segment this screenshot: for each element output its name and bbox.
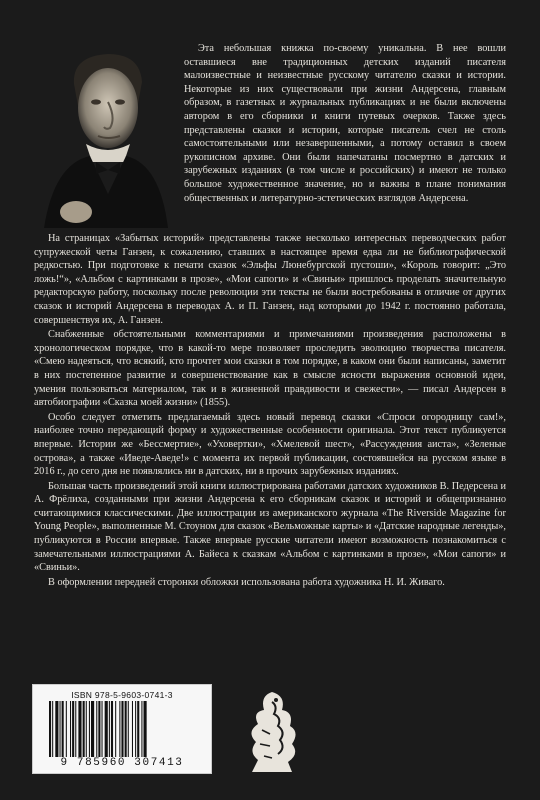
barcode-bar [137, 701, 139, 757]
barcode-bar [102, 701, 103, 757]
barcode-bar [55, 701, 58, 757]
barcode-bar [70, 701, 71, 757]
intro-paragraph: Эта небольшая книжка по-своему уникальна. В нее вошли оставшиеся вне традиционных детских изданий писателя малоизвестные и неизвестные русскому читателю сказки и истории. Некоторые из них существовали при жизни Андерсена, главным образом, в газетных и журнальных публикациях и не были включены автором в его сборники и книги путевых очерков. Также здесь представлены сказки и истории, которые писатель счел не столь самостоятельными или незавершенными, а потому оставил в своем рукописном архиве. Они были напечатаны посмертно в датских и зарубежных изданиях (в том числе и российских) и имеют не только большое художественное значение, но и важны в плане понимания общественных и литературно-эстетических взглядов Андерсена. [184, 43, 506, 204]
isbn-text: ISBN 978-5-9603-0741-3 [71, 690, 173, 700]
barcode-bar [78, 701, 81, 757]
barcode-bar [96, 701, 97, 757]
paragraph: Особо следует отметить предлагаемый здесь новый перевод сказки «Спроси огородницу сам!», наиболее точно передающий форму и художественные особенности оригинала. Этот текст публикуется впервые. Истории же «Бессмертие», «Уховертки», «Хмелевой шест», «Рассуждения аиста», «Зеленые острова», а также «Иведе-Аведе!» с момента их первой публикации, состоявшейся на русском языке в 2016 г., до сего дня не появлялись ни в датских, ни в прочих зарубежных изданиях. [34, 411, 506, 478]
paragraph: Большая часть произведений этой книги иллюстрирована работами датских художников В. Педерсена и А. Фрёлиха, созданными при жизни Андерсена к его сборникам сказок и историй и общепризнанно считающимися классическими. Две иллюстрации из американского журнала «The Riverside Magazine for Young People», выполненные М. Стоуном для сказок «Вельможные карты» и «Датские народные легенды», публикуются в России впервые. Также впервые русские читатели имеют возможность познакомиться с замечательными иллюстрациями А. Байеса к сказкам «Альбом с картинками в прозе», «Мои сапоги» и «Свиньи». [34, 480, 506, 574]
paragraph: В оформлении передней сторонки обложки использована работа художника Н. И. Живаго. [48, 576, 445, 588]
barcode-bar [119, 701, 120, 757]
barcode-bar [132, 701, 133, 757]
barcode-bar [86, 701, 87, 757]
barcode-bar [62, 701, 64, 757]
barcode-bar [141, 701, 142, 757]
barcode-bar [121, 701, 123, 757]
description-text [34, 232, 506, 590]
barcode-bar [89, 701, 90, 757]
paragraph: На страницах «Забытых историй» представлены также несколько интересных переводческих работ супружеской четы Ганзен, к сожалению, ставших в настоящее время едва ли не библиографической редкостью. При подготовке к печати сказок «Эльфы Люнебургской пустоши», «Король говорит: „Это ложь!“», «Альбом с картинками в прозе», «Мои сапоги» и «Свиньи» пришлось проделать значительную редакторскую работу, поскольку после революции эти тексты не были востребованы в отличие от других сказок и историй Андерсена в переводах А. и П. Ганзен, над которыми до 1942 г. постоянно работала, совершенствуя их, А. Ганзен. [34, 233, 506, 326]
barcode-digits: 9 785960 307413 [60, 757, 184, 769]
barcode-bar [91, 701, 94, 757]
barcode-bar [49, 701, 51, 757]
barcode-bar [83, 701, 85, 757]
barcode-bar [98, 701, 100, 757]
barcode-bar [111, 701, 113, 757]
barcode-bar [125, 701, 127, 757]
barcode-bar [105, 701, 108, 757]
barcode-bars [47, 701, 197, 757]
barcode-bar [52, 701, 53, 757]
author-portrait [34, 44, 174, 228]
barcode-bar [72, 701, 74, 757]
barcode [32, 684, 212, 774]
barcode-bar [60, 701, 61, 757]
dragon-logo-icon [242, 688, 302, 776]
barcode-bar [144, 701, 147, 757]
barcode-bar [66, 701, 67, 757]
paragraph: Снабженные обстоятельными комментариями и примечаниями произведения расположены в хронологическом порядке, что в какой-то мере позволяет проследить эволюцию творчества писателя. «Смею надеяться, что всякий, кто прочтет мои сказки в том порядке, в каком они были написаны, заметит в них постепенное развитие и совершенствование как в смысле ясности выражения основной идеи, умения пользоваться материалом, так и в жизненной правдивости и свежести», — писал Андерсен в автобиографии «Сказка моей жизни» (1855). [34, 329, 506, 409]
barcode-bar [109, 701, 110, 757]
barcode-bar [128, 701, 129, 757]
barcode-bar [135, 701, 136, 757]
barcode-bar [115, 701, 116, 757]
portrait-image [34, 44, 174, 228]
barcode-bar [75, 701, 76, 757]
publisher-logo [242, 688, 302, 776]
